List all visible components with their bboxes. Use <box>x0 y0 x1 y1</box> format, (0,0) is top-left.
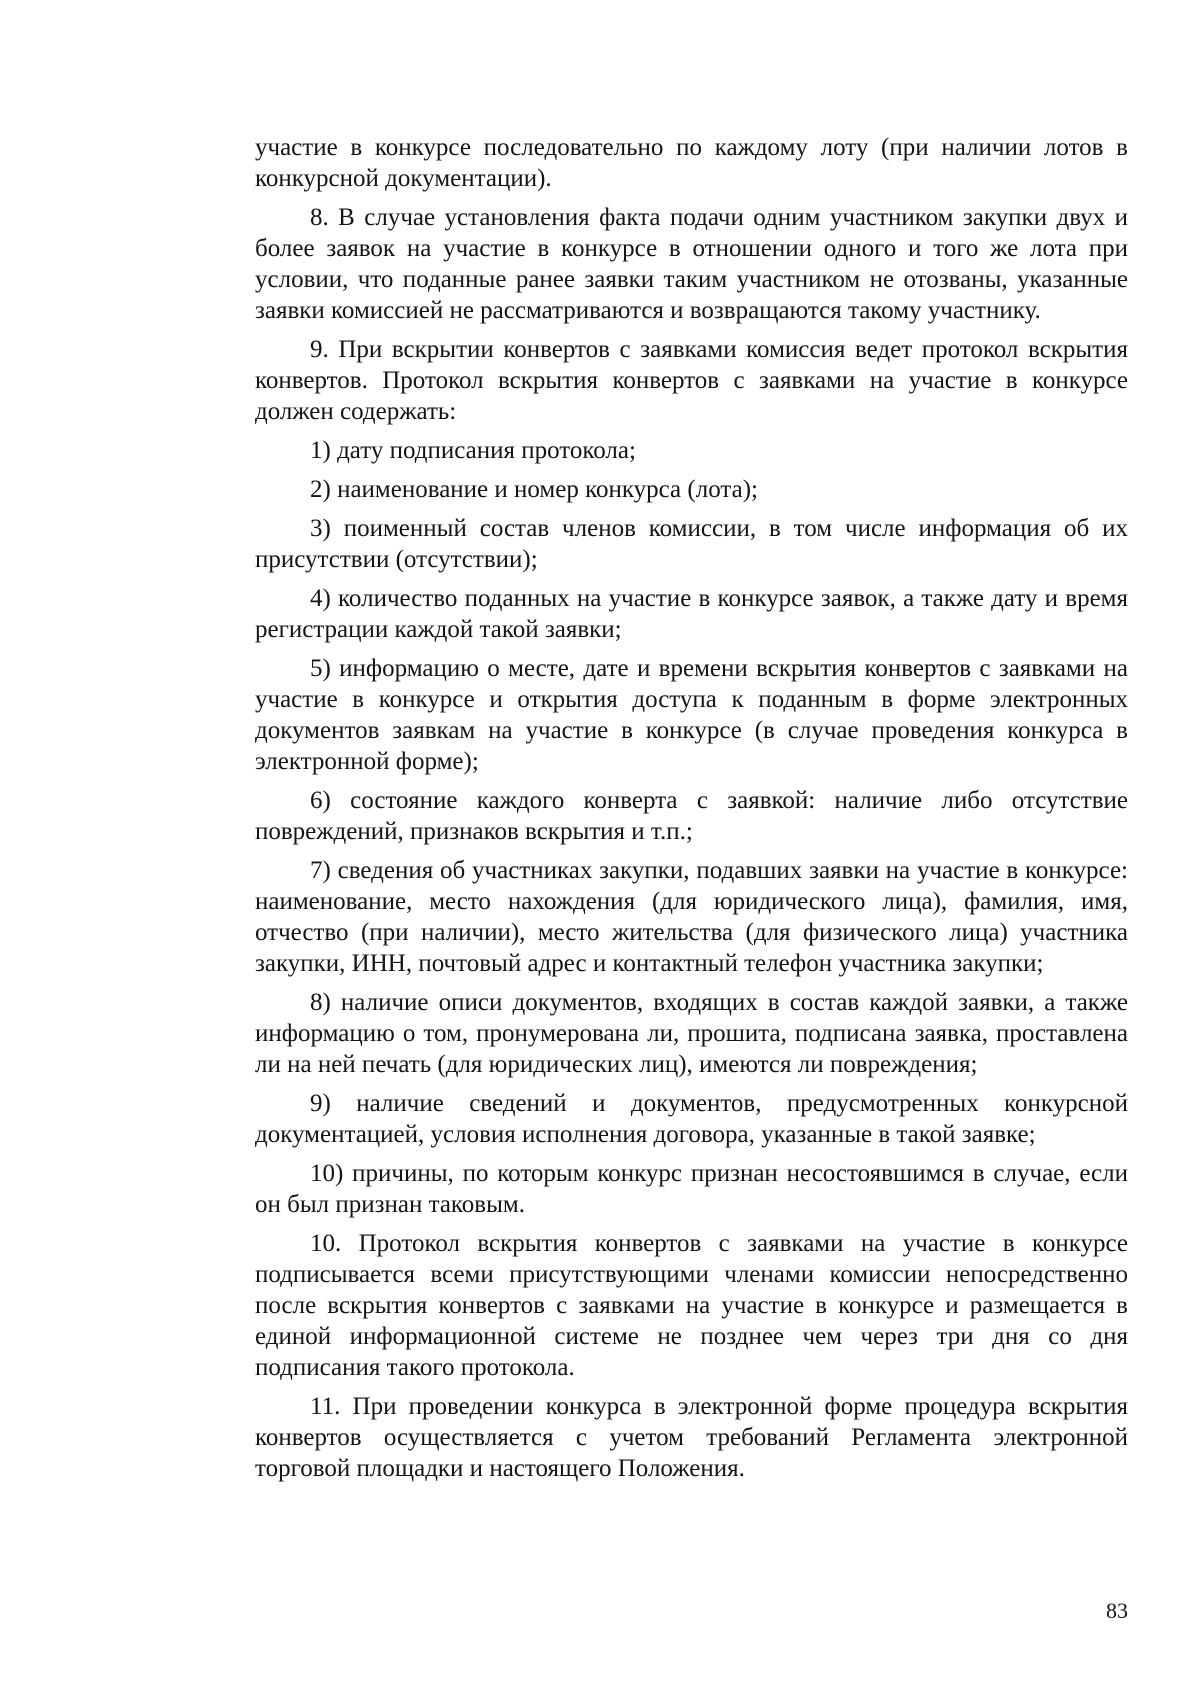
list-item-3: 3) поименный состав членов комиссии, в том числе информация об их присутствии (отсутствии); <box>255 515 1128 573</box>
document-body <box>255 132 1128 1492</box>
list-item-1: 1) дату подписания протокола; <box>310 437 636 464</box>
list-item-2: 2) наименование и номер конкурса (лота); <box>310 476 758 503</box>
paragraph-clause-9: 9. При вскрытии конвертов с заявками комиссия ведет протокол вскрытия конвертов. Протокол вскрытия конвертов с заявками на участие в конкурсе должен содержать: <box>255 336 1128 425</box>
list-item-6: 6) состояние каждого конверта с заявкой: наличие либо отсутствие повреждений, признаков вскрытия и т.п.; <box>255 787 1128 845</box>
list-item-4: 4) количество поданных на участие в конкурсе заявок, а также дату и время регистрации каждой такой заявки; <box>255 585 1128 643</box>
list-item-5: 5) информацию о месте, дате и времени вскрытия конвертов с заявками на участие в конкурсе и открытия доступа к поданным в форме электронных документов заявкам на участие в конкурсе (в случае проведения конкурса в электронной форме); <box>255 655 1128 775</box>
list-item-8: 8) наличие описи документов, входящих в состав каждой заявки, а также информацию о том, пронумерована ли, прошита, подписана заявка, проставлена ли на ней печать (для юридических лиц), имеются ли повреждения; <box>255 989 1128 1078</box>
list-item-10: 10) причины, по которым конкурс признан несостоявшимся в случае, если он был признан таковым. <box>255 1160 1128 1218</box>
paragraph-clause-10: 10. Протокол вскрытия конвертов с заявками на участие в конкурсе подписывается всеми присутствующими членами комиссии непосредственно после вскрытия конвертов с заявками на участие в конкурсе и размещается в единой информационной системе не позднее чем через три дня со дня подписания такого протокола. <box>255 1230 1128 1381</box>
list-item-9: 9) наличие сведений и документов, предусмотренных конкурсной документацией, условия исполнения договора, указанные в такой заявке; <box>255 1090 1128 1148</box>
list-item-7: 7) сведения об участниках закупки, подавших заявки на участие в конкурсе: наименование, место нахождения (для юридического лица), фамилия, имя, отчество (при наличии), место жительства (для физического лица) участника закупки, ИНН, почтовый адрес и контактный телефон участника закупки; <box>255 857 1128 977</box>
paragraph-clause-8: 8. В случае установления факта подачи одним участником закупки двух и более заявок на участие в конкурсе в отношении одного и того же лота при условии, что поданные ранее заявки таким участником не отозваны, указанные заявки комиссией не рассматриваются и возвращаются такому участнику. <box>255 204 1128 324</box>
paragraph-clause-11: 11. При проведении конкурса в электронной форме процедура вскрытия конвертов осуществляется с учетом требований Регламента электронной торговой площадки и настоящего Положения. <box>255 1393 1128 1482</box>
page-number: 83 <box>1106 1598 1128 1623</box>
paragraph-continuation: участие в конкурсе последовательно по каждому лоту (при наличии лотов в конкурсной документации). <box>255 134 1128 192</box>
